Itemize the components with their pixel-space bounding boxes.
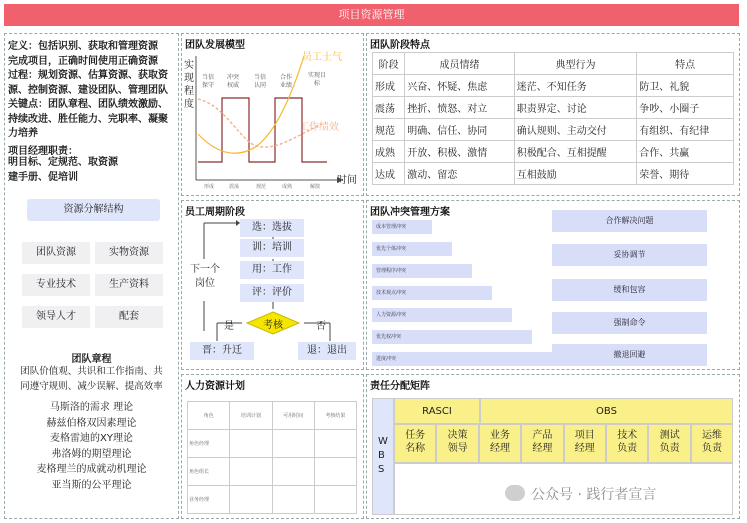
conflict-strategy-4: 撤退回避 <box>552 344 707 366</box>
dev-model-xlabel: 时间 <box>337 175 357 186</box>
matrix-role-3: 产品经理 <box>521 424 563 463</box>
hr-cell: 业务经理 <box>188 486 230 514</box>
charter-text <box>5 365 178 394</box>
feature-cell: 达成 <box>373 163 405 185</box>
conflict-type-3: 技术观点冲突 <box>372 286 492 300</box>
feature-header-1: 成员情绪 <box>405 53 515 75</box>
rbs-box: 资源分解结构 <box>27 199 160 221</box>
hr-cell <box>314 430 356 458</box>
cycle-panel <box>181 200 364 370</box>
stage-note-0: 当信保守 <box>201 74 214 89</box>
cycle-step-2: 用：工作 <box>240 261 304 279</box>
conflict-type-4: 人力资源冲突 <box>372 308 512 322</box>
features-panel <box>366 33 740 196</box>
feature-cell: 挫折、愤怒、对立 <box>405 97 515 119</box>
hr-header-2: 可用时间 <box>272 402 314 430</box>
charter-title: 团队章程 <box>71 354 112 365</box>
theory-item-2: 麦格雷迪的XY理论 <box>50 433 133 444</box>
definition-line-1: 完成项目，正确时间使用正确资源 <box>8 55 158 67</box>
hr-plan-table <box>187 401 357 514</box>
cycle-title: 员工周期阶段 <box>185 207 245 218</box>
definition-text <box>8 40 168 142</box>
conflict-title: 团队冲突管理方案 <box>370 207 450 218</box>
stage-tick-0: 形成 <box>203 184 214 190</box>
table-row <box>188 458 357 486</box>
conflict-type-5: 优先权冲突 <box>372 330 532 344</box>
theory-list <box>5 400 178 493</box>
conflict-strategy-0: 合作解决问题 <box>552 210 707 232</box>
decision-node <box>246 311 300 335</box>
feature-cell: 明确、信任、协同 <box>405 119 515 141</box>
stage-tick-3: 成熟 <box>281 184 292 190</box>
stage-tick-2: 规范 <box>255 184 266 190</box>
matrix-role-4: 项目经理 <box>564 424 606 463</box>
hr-cell <box>230 458 272 486</box>
hr-cell <box>272 430 314 458</box>
feature-cell: 争吵、小圈子 <box>637 97 734 119</box>
hr-cell <box>230 486 272 514</box>
hr-plan-panel <box>181 374 364 519</box>
feature-header-2: 典型行为 <box>514 53 636 75</box>
matrix-role-0: 任务名称 <box>394 424 436 463</box>
feature-cell: 规范 <box>373 119 405 141</box>
resource-materials: 生产资料 <box>95 274 163 296</box>
feature-header-0: 阶段 <box>373 53 405 75</box>
feature-cell: 成熟 <box>373 141 405 163</box>
hr-cell <box>314 486 356 514</box>
watermark-text: 公众号 · 践行者宣言 <box>531 487 657 503</box>
table-row <box>373 119 734 141</box>
feature-cell: 迷茫、不知任务 <box>514 75 636 97</box>
table-row <box>188 486 357 514</box>
table-row <box>373 163 734 185</box>
stage-note-4: 实现目标 <box>307 72 326 87</box>
feature-cell: 互相鼓励 <box>514 163 636 185</box>
table-row <box>373 75 734 97</box>
table-row <box>373 97 734 119</box>
hr-cell <box>230 430 272 458</box>
definition-line-2: 过程：规划资源、估算资源、获取资 <box>8 70 168 81</box>
exit-box: 退：退出 <box>298 342 356 360</box>
stage-tick-4: 解散 <box>309 184 320 190</box>
wbs-column <box>372 398 394 515</box>
hr-cell: 角色组长 <box>188 458 230 486</box>
hr-header-0: 角色 <box>188 402 230 430</box>
matrix-role-1: 决策领导 <box>436 424 478 463</box>
cycle-step-1: 训：培训 <box>240 239 304 257</box>
resource-tech: 专业技术 <box>22 274 90 296</box>
features-title: 团队阶段特点 <box>370 40 430 51</box>
hr-cell: 角色经理 <box>188 430 230 458</box>
features-table <box>372 52 734 185</box>
decision-label: 考核 <box>263 320 283 331</box>
feature-cell: 震荡 <box>373 97 405 119</box>
conflict-strategy-2: 缓和包容 <box>552 279 707 301</box>
theory-item-5: 亚当斯的公平理论 <box>51 479 132 491</box>
hr-cell <box>272 458 314 486</box>
feature-cell: 确认规则、主动交付 <box>514 119 636 141</box>
definition-line-5: 持续改进、胜任能力、完职率、凝聚 <box>8 113 168 125</box>
rasci-header: RASCI <box>394 398 480 424</box>
cycle-step-3: 评：评价 <box>240 284 304 302</box>
overview-panel <box>4 33 179 519</box>
duty-line-1: 建手册、促培训 <box>8 171 78 183</box>
feature-cell: 形成 <box>373 75 405 97</box>
promote-box: 晋：升迁 <box>190 342 254 360</box>
theory-item-0: 马斯洛的需求 理论 <box>49 402 134 413</box>
hr-plan-title: 人力资源计划 <box>185 381 245 392</box>
feature-cell: 积极配合、互相提醒 <box>514 141 636 163</box>
conflict-type-0: 成本管理冲突 <box>372 220 432 234</box>
feature-cell: 职责界定、讨论 <box>514 97 636 119</box>
hr-header-1: 培训计划 <box>230 402 272 430</box>
table-row <box>373 141 734 163</box>
conflict-strategy-3: 强制命令 <box>552 312 707 334</box>
page-title: 项目资源管理 <box>4 4 739 26</box>
duty-line-0: 明目标、定规范、取资源 <box>8 157 118 168</box>
pm-duties-title: 项目经理职责： <box>8 146 78 157</box>
definition-line-4: 关键点：团队章程、团队绩效激励、 <box>8 99 168 110</box>
hr-header-3: 考核结果 <box>314 402 356 430</box>
feature-cell: 激动、留恋 <box>405 163 515 185</box>
definition-line-0: 定义：包括识别、获取和管理资源 <box>8 41 158 52</box>
matrix-title: 责任分配矩阵 <box>370 381 430 392</box>
stage-note-1: 冲突权威 <box>226 74 239 89</box>
pm-duties-text <box>8 156 118 185</box>
conflict-type-2: 管理程序冲突 <box>372 264 472 278</box>
cycle-step-0: 选：选拔 <box>240 219 304 237</box>
conflict-panel <box>366 200 740 370</box>
no-label: 否 <box>316 321 326 332</box>
theory-item-1: 赫兹伯格双因素理论 <box>46 417 137 429</box>
performance-label: 工作绩效 <box>299 122 339 133</box>
stage-note-3: 合作业绩 <box>279 74 292 89</box>
morale-label: 员工士气 <box>302 52 342 63</box>
watermark <box>505 483 725 505</box>
resource-team: 团队资源 <box>22 242 90 264</box>
yes-label: 是 <box>224 321 234 332</box>
feature-cell: 防卫、礼貌 <box>637 75 734 97</box>
definition-line-6: 力培养 <box>8 128 38 139</box>
matrix-role-5: 技术负责 <box>606 424 648 463</box>
hr-cell <box>314 458 356 486</box>
charter-line-0: 团队价值观、共识和工作指南、共 <box>20 366 163 377</box>
dev-model-title: 团队发展模型 <box>185 40 245 51</box>
conflict-type-1: 优先个体冲突 <box>372 242 452 256</box>
dev-model-ylabel: 实现程度 <box>184 60 194 110</box>
feature-cell: 开放、积极、激情 <box>405 141 515 163</box>
table-row <box>188 430 357 458</box>
dev-model-panel <box>181 33 364 196</box>
matrix-role-7: 运维负责 <box>691 424 733 463</box>
conflict-strategy-1: 妥协调节 <box>552 244 707 266</box>
stage-tick-1: 震荡 <box>228 184 239 190</box>
feature-header-3: 特点 <box>637 53 734 75</box>
resource-support: 配套 <box>95 306 163 328</box>
resource-physical: 实物资源 <box>95 242 163 264</box>
feature-cell: 荣誉、期待 <box>637 163 734 185</box>
matrix-role-6: 测试负责 <box>648 424 690 463</box>
wbs-label: WBS <box>378 436 388 475</box>
cycle-loop-label: 下一个岗位 <box>190 264 220 289</box>
hr-cell <box>272 486 314 514</box>
theory-item-3: 弗洛姆的期望理论 <box>51 448 132 460</box>
feature-cell: 兴奋、怀疑、焦虑 <box>405 75 515 97</box>
obs-header: OBS <box>480 398 733 424</box>
matrix-role-2: 业务经理 <box>479 424 521 463</box>
resource-leaders: 领导人才 <box>22 306 90 328</box>
conflict-type-6: 进度冲突 <box>372 352 552 366</box>
feature-cell: 合作、共赢 <box>637 141 734 163</box>
definition-line-3: 源、控制资源、建设团队、管理团队 <box>8 84 168 96</box>
feature-cell: 有组织、有纪律 <box>637 119 734 141</box>
charter-line-1: 同遵守规则、减少误解、提高效率 <box>20 380 163 392</box>
wechat-icon <box>505 485 525 501</box>
stage-note-2: 当信认同 <box>253 74 266 89</box>
theory-item-4: 麦格理兰的成就动机理论 <box>36 464 147 475</box>
